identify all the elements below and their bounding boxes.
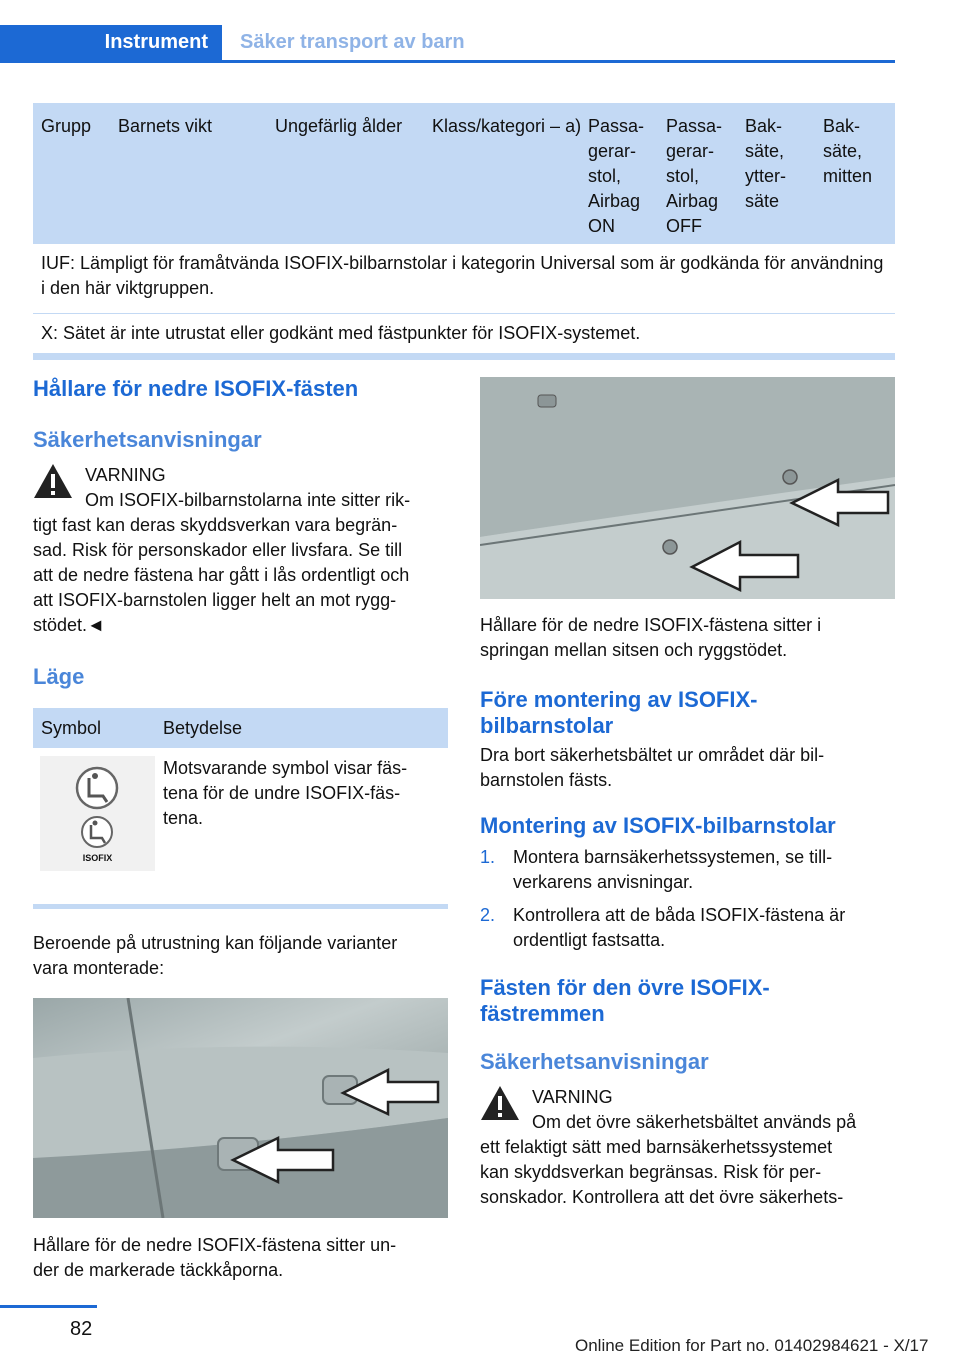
footer-accent-line bbox=[0, 1305, 97, 1308]
warning-line: tigt fast kan deras skyddsverkan vara begrän- bbox=[33, 515, 398, 535]
heading-line: Fästen för den övre ISOFIX- bbox=[480, 975, 770, 1000]
heading-fore-montering bbox=[480, 687, 895, 739]
tab-instrument[interactable]: Instrument bbox=[0, 25, 222, 60]
th-baksate-ytter: Bak- säte, ytter- säte bbox=[745, 116, 787, 211]
warning-block-right bbox=[480, 1085, 895, 1210]
caption-right bbox=[480, 613, 895, 663]
th-klass: Klass/kategori – a) bbox=[432, 116, 582, 136]
table-end-bar bbox=[33, 354, 895, 360]
isofix-symbol-box bbox=[40, 756, 155, 871]
meaning-line: Motsvarande symbol visar fäs- bbox=[163, 758, 408, 778]
caption-line: Hållare för de nedre ISOFIX-fästena sitter un- bbox=[33, 1235, 397, 1255]
warning-line: sad. Risk för personskador eller livsfara. Se till bbox=[33, 540, 403, 560]
weight-group-table bbox=[33, 103, 895, 360]
steps-list bbox=[480, 845, 895, 953]
warning-line: att de nedre fästena har gått i lås ordentligt och bbox=[33, 565, 410, 585]
heading-fasten-ovre bbox=[480, 975, 895, 1027]
body-line: Dra bort säkerhetsbältet ur området där bil- bbox=[480, 745, 825, 765]
heading-nedre-isofix: Hållare för nedre ISOFIX-fästen bbox=[33, 376, 359, 401]
symbol-meaning bbox=[163, 756, 448, 831]
th-alder: Ungefärlig ålder bbox=[275, 116, 403, 136]
caption-line: Hållare för de nedre ISOFIX-fästena sitter i bbox=[480, 615, 822, 635]
th-baksate-mitten: Bak- säte, mitten bbox=[823, 116, 873, 186]
table-note-iuf: IUF: Lämpligt för framåtvända ISOFIX-bilbarnstolar i kategorin Universal som är godkända för användning i den här viktgruppen. bbox=[33, 244, 895, 314]
right-column bbox=[480, 372, 895, 1210]
tab-saker-transport[interactable]: Säker transport av barn bbox=[240, 31, 465, 53]
list-number: 1. bbox=[480, 847, 496, 867]
warning-line: sonskador. Kontrollera att det övre säkerhets- bbox=[480, 1187, 844, 1207]
list-item bbox=[480, 845, 895, 895]
symbol-table bbox=[33, 708, 448, 909]
step-line: ordentligt fastsatta. bbox=[513, 930, 666, 950]
caption-left bbox=[33, 1233, 448, 1283]
seat-photo-image bbox=[33, 998, 448, 1218]
heading-montering: Montering av ISOFIX-bilbarnstolar bbox=[480, 813, 836, 838]
meaning-line: tena för de undre ISOFIX-fäs- bbox=[163, 783, 401, 803]
body-line: barnstolen fästs. bbox=[480, 770, 613, 790]
warning-line: kan skyddsverkan begränsas. Risk för per- bbox=[480, 1162, 822, 1182]
th-airbag-off: Passa- gerar- stol, Airbag OFF bbox=[666, 116, 723, 236]
footer-edition: Online Edition for Part no. 01402984621 - X/17 bbox=[575, 1336, 929, 1355]
list-number: 2. bbox=[480, 905, 496, 925]
seat-gap-photo-image bbox=[480, 377, 895, 599]
warning-line: ett felaktigt sätt med barnsäkerhetssystemet bbox=[480, 1137, 833, 1157]
header-tab-bar bbox=[0, 25, 895, 63]
warning-first-line: Om det övre säkerhetsbältet används på bbox=[532, 1112, 857, 1132]
photo-cover-caps bbox=[33, 998, 448, 1218]
warning-first-line: Om ISOFIX-bilbarnstolarna inte sitter rik- bbox=[85, 490, 411, 510]
th-betydelse: Betydelse bbox=[163, 718, 243, 738]
table-note-x: X: Sätet är inte utrustat eller godkänt med fästpunkter för ISOFIX-systemet. bbox=[33, 314, 895, 354]
symbol-table-end bbox=[33, 904, 448, 909]
symbol-table-header bbox=[33, 708, 448, 748]
heading-lage: Läge bbox=[33, 664, 85, 689]
subheading-sakerhet-right: Säkerhetsanvisningar bbox=[480, 1049, 709, 1074]
warning-block bbox=[33, 463, 448, 638]
th-airbag-on: Passa- gerar- stol, Airbag ON bbox=[588, 116, 645, 236]
variants-text bbox=[33, 931, 448, 981]
warning-label: VARNING bbox=[532, 1087, 613, 1107]
warning-icon bbox=[480, 1085, 520, 1121]
table-header-row bbox=[33, 103, 895, 244]
page-number: 82 bbox=[70, 1318, 93, 1340]
caption-line: der de markerade täckkåporna. bbox=[33, 1260, 284, 1280]
variants-line: vara monterade: bbox=[33, 958, 165, 978]
heading-line: bilbarnstolar bbox=[480, 713, 614, 738]
heading-line: fästremmen bbox=[480, 1001, 605, 1026]
variants-line: Beroende på utrustning kan följande varianter bbox=[33, 933, 398, 953]
step-line: Kontrollera att de båda ISOFIX-fästena är bbox=[513, 905, 846, 925]
th-grupp: Grupp bbox=[41, 116, 92, 136]
photo-seat-gap bbox=[480, 377, 895, 599]
warning-label: VARNING bbox=[85, 465, 166, 485]
step-line: Montera barnsäkerhetssystemen, se till- bbox=[513, 847, 833, 867]
left-column bbox=[33, 372, 448, 1283]
warning-line: stödet.◄ bbox=[33, 615, 105, 635]
th-symbol: Symbol bbox=[41, 718, 102, 738]
list-item bbox=[480, 903, 895, 953]
caption-line: springan mellan sitsen och ryggstödet. bbox=[480, 640, 788, 660]
subheading-sakerhet: Säkerhetsanvisningar bbox=[33, 427, 262, 452]
warning-line: att ISOFIX-barnstolen ligger helt an mot rygg- bbox=[33, 590, 397, 610]
warning-icon bbox=[33, 463, 73, 499]
symbol-table-row bbox=[33, 748, 448, 904]
step-line: verkarens anvisningar. bbox=[513, 872, 694, 892]
heading-line: Före montering av ISOFIX- bbox=[480, 687, 758, 712]
isofix-label: ISOFIX bbox=[82, 853, 113, 863]
fore-text bbox=[480, 743, 895, 793]
th-barnets-vikt: Barnets vikt bbox=[118, 116, 213, 136]
meaning-line: tena. bbox=[163, 808, 204, 828]
